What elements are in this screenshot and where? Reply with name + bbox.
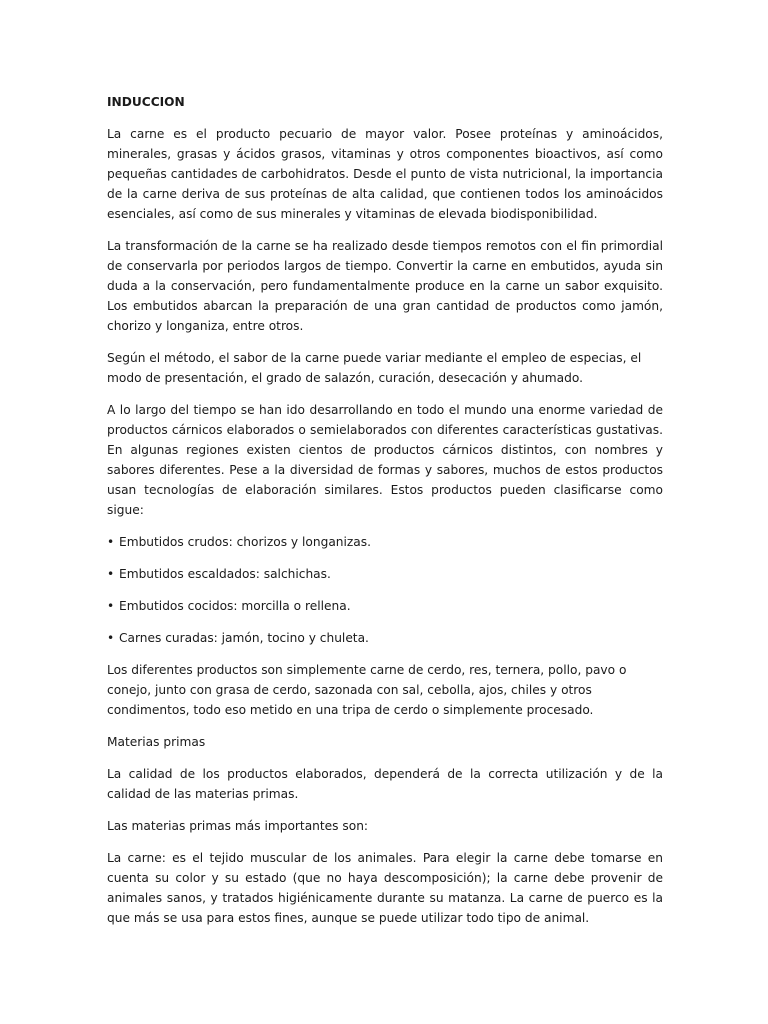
list-item-text: Embutidos crudos: chorizos y longanizas.: [119, 535, 371, 549]
paragraph-variedad: A lo largo del tiempo se han ido desarrollando en todo el mundo una enorme variedad de productos cárnicos elaborados o semielaborados con diferentes características gustativas. En algunas regiones existen cientos de productos cárnicos distintos, con nombres y sabores diferentes. Pese a la diversidad de formas y sabores, muchos de estos productos usan tecnologías de elaboración similares. Estos productos pueden clasificarse como sigue:: [107, 403, 663, 517]
paragraph-calidad: La calidad de los productos elaborados, dependerá de la correcta utilización y de la calidad de las materias primas.: [107, 767, 663, 801]
section-heading-induccion: INDUCCION: [107, 95, 185, 109]
list-item: [107, 596, 663, 616]
list-item: [107, 628, 663, 648]
list-item: [107, 564, 663, 584]
list-item: [107, 532, 663, 552]
bullet-icon: •: [107, 631, 115, 645]
paragraph-materias-importantes: Las materias primas más importantes son:: [107, 819, 369, 833]
section-heading-materias-primas: Materias primas: [107, 735, 206, 749]
paragraph-carne-valor: La carne es el producto pecuario de mayor valor. Posee proteínas y aminoácidos, minerales, grasas y ácidos grasos, vitaminas y otros componentes bioactivos, así como pequeñas cantidades de carbohidratos. Desde el punto de vista nutricional, la importancia de la carne deriva de sus proteínas de alta calidad, que contienen todos los aminoácidos esenciales, así como de sus minerales y vitaminas de elevada biodisponibilidad.: [107, 127, 663, 221]
bullet-icon: •: [107, 599, 115, 613]
list-item-text: Carnes curadas: jamón, tocino y chuleta.: [119, 631, 369, 645]
paragraph-productos: Los diferentes productos son simplemente carne de cerdo, res, ternera, pollo, pavo o conejo, junto con grasa de cerdo, sazonada con sal, cebolla, ajos, chiles y otros condimentos, todo eso metido en una tripa de cerdo o simplemente procesado.: [107, 663, 627, 717]
document-body: [107, 92, 663, 940]
bullet-icon: •: [107, 567, 115, 581]
paragraph-metodo: Según el método, el sabor de la carne puede variar mediante el empleo de especias, el modo de presentación, el grado de salazón, curación, desecación y ahumado.: [107, 351, 642, 385]
paragraph-la-carne: La carne: es el tejido muscular de los animales. Para elegir la carne debe tomarse en cuenta su color y su estado (que no haya descomposición); la carne debe provenir de animales sanos, y tratados higiénicamente durante su matanza. La carne de puerco es la que más se usa para estos fines, aunque se puede utilizar todo tipo de animal.: [107, 851, 663, 925]
list-item-text: Embutidos cocidos: morcilla o rellena.: [119, 599, 351, 613]
bullet-icon: •: [107, 535, 115, 549]
list-item-text: Embutidos escaldados: salchichas.: [119, 567, 331, 581]
paragraph-transformacion: La transformación de la carne se ha realizado desde tiempos remotos con el fin primordial de conservarla por periodos largos de tiempo. Convertir la carne en embutidos, ayuda sin duda a la conservación, pero fundamentalmente produce en la carne un sabor exquisito. Los embutidos abarcan la preparación de una gran cantidad de productos como jamón, chorizo y longaniza, entre otros.: [107, 239, 663, 333]
